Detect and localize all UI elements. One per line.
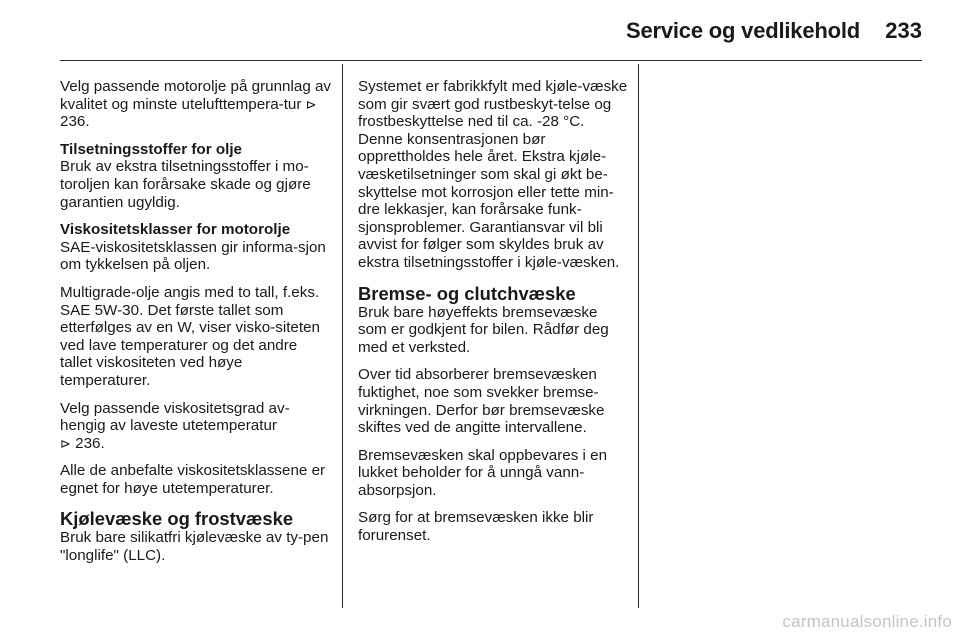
- page-reference-icon: ⊳: [60, 435, 71, 451]
- paragraph-oil-additives: Bruk av ekstra tilsetningsstoffer i mo-toroljen kan forårsake skade og gjøre garantien ugyldig.: [60, 158, 311, 211]
- page-title: Service og vedlikehold: [625, 18, 860, 43]
- header-divider: [60, 60, 922, 61]
- paragraph-coolant: Bruk bare silikatfri kjølevæske av ty-pen "longlife" (LLC).: [60, 529, 329, 565]
- column-divider-2: [638, 64, 639, 608]
- column-divider-1: [342, 64, 343, 608]
- section-title-brake-fluid: Bremse- og clutchvæske: [358, 282, 576, 304]
- paragraph-brake-4: Sørg for at bremsevæsken ikke blir forurenset.: [358, 509, 594, 545]
- paragraph-coolant-system: Systemet er fabrikkfylt med kjøle-væske som gir svært god rustbeskyt-telse og frostbeskyttelse ned til ca. -28 °C. Denne konsentrasjonen bør opprettholdes hele året. Ekstra kjøle-væsketilsetninger som skal gi økt be-skyttelse mot korrosjon eller tette min-dre lekkasjer, kan forårsake funk-sjonsproblemer. Garantiansvar vil bli avvist for følger som skyldes bruk av ekstra tilsetningsstoffer i kjøle-væsken.: [358, 78, 628, 271]
- paragraph-text: Velg passende viskositetsgrad av-hengig av laveste utetemperatur: [60, 399, 290, 435]
- paragraph-brake-3: Bremsevæsken skal oppbevares i en lukket beholder for å unngå vann-absorpsjon.: [358, 446, 608, 499]
- paragraph-text: Velg passende motorolje på grunnlag av kvalitet og minste utelufttempera-tur: [60, 78, 332, 113]
- paragraph-brake-2: Over tid absorberer bremsevæsken fuktighet, noe som svekker bremse-virkningen. Derfor bør bremsevæske skiftes ved de angitte intervallene.: [358, 366, 605, 437]
- watermark: carmanualsonline.info: [782, 612, 952, 631]
- paragraph-viscosity-choice: [60, 400, 332, 453]
- page-reference[interactable]: 236.: [60, 113, 90, 131]
- paragraph-multigrade: Multigrade-olje angis med to tall, f.eks. SAE 5W-30. Det første tallet som etterfølges av en W, viser visko-siteten ved lave temperaturer og det andre tallet viskositeten ved høye temperaturer.: [60, 283, 320, 389]
- page-reference-icon: ⊳: [305, 96, 317, 112]
- paragraph-sae-info: SAE-viskositetsklassen gir informa-sjon om tykkelsen på oljen.: [60, 238, 326, 274]
- paragraph-viscosity-all: Alle de anbefalte viskositetsklassene er egnet for høye utetemperaturer.: [60, 462, 326, 497]
- subheading-oil-additives: Tilsetningsstoffer for olje: [60, 140, 242, 158]
- subheading-viscosity-classes: Viskositetsklasser for motorolje: [60, 221, 291, 239]
- paragraph-oil-choice: [60, 78, 332, 131]
- column-middle: [358, 78, 630, 555]
- section-title-coolant: Kjølevæske og frostvæske: [60, 508, 294, 530]
- page-number: 233: [885, 18, 922, 43]
- paragraph-brake-1: Bruk bare høyeffekts bremsevæske som er godkjent for bilen. Rådfør deg med et verksted.: [358, 303, 609, 356]
- column-left: [60, 78, 332, 575]
- page-reference[interactable]: 236.: [75, 434, 105, 452]
